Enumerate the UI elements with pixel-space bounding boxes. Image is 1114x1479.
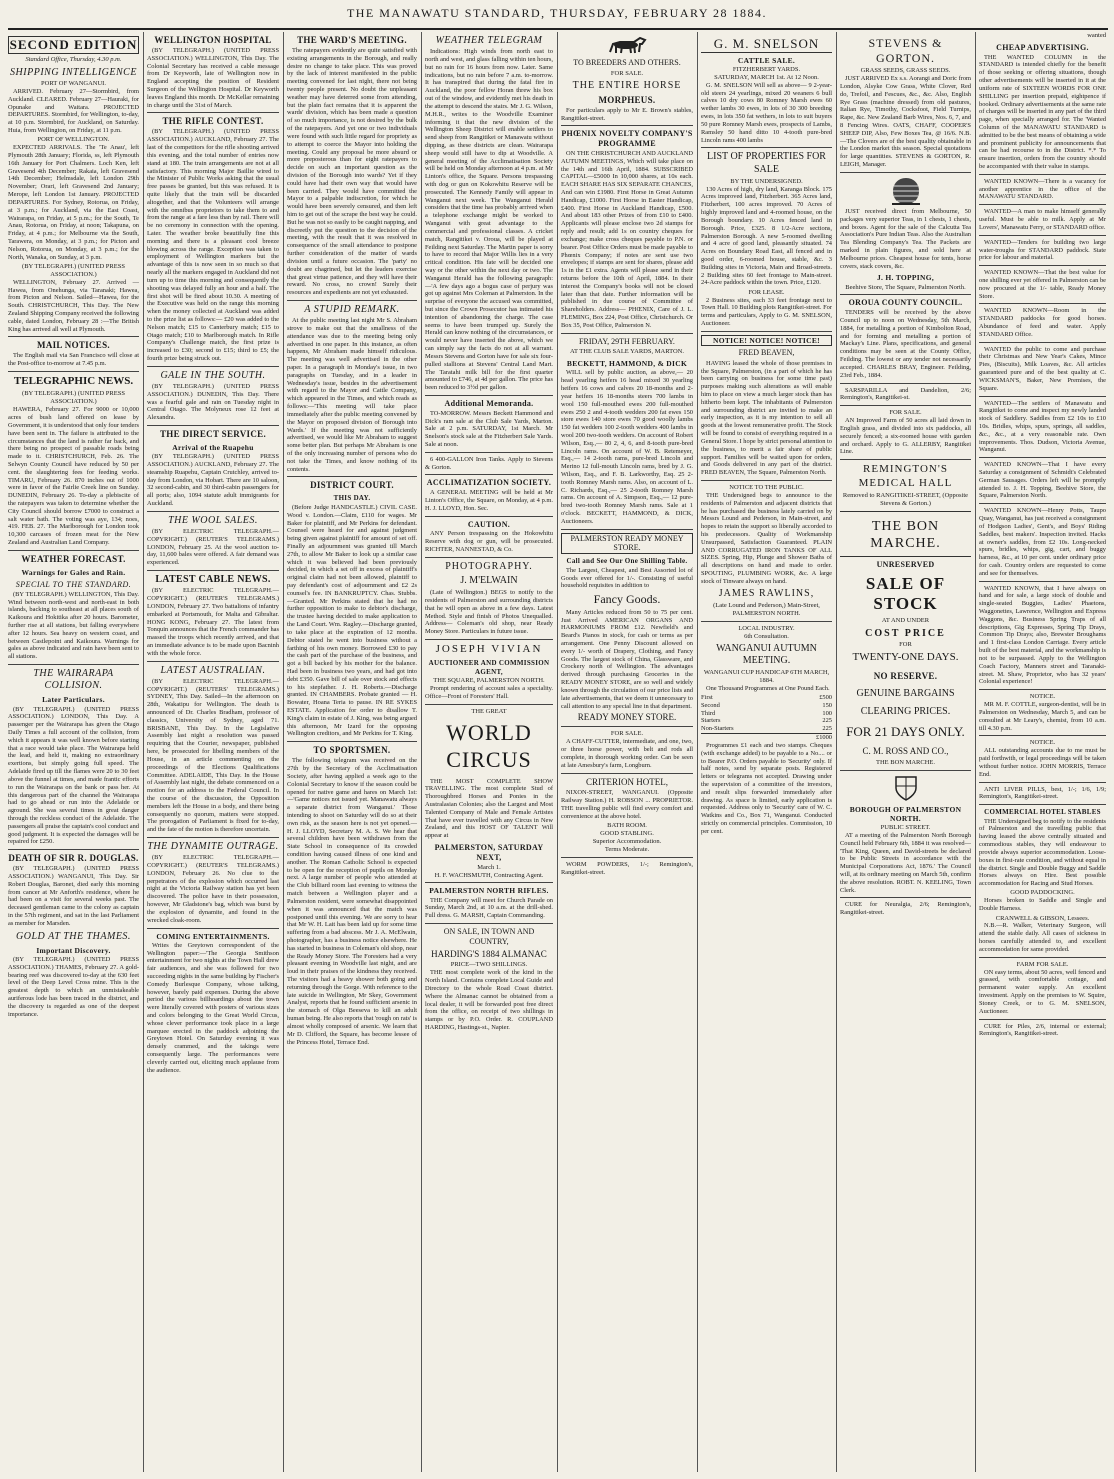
autumn-sub: WANGANUI CUP HANDICAP 6TH MARCH, 1884.	[703, 668, 830, 684]
prize-label: Third	[701, 709, 716, 717]
topping-addr: Beehive Store, The Square, Palmerston North.	[845, 283, 966, 291]
notice-head: NOTICE! NOTICE! NOTICE!	[701, 335, 832, 346]
consultation: 6th Consultation.	[744, 632, 789, 640]
friday-text: WILL sell by public auction, as above,— 20 head yearling heifers 16 head mixed 30 yearling heifers 16 cows and calves 20 18-months and 2-year heifers 16 18-months steers 700 lambs in wool 150 full-mouthed ewes 200 full-mouthed ewes 250 2 and 4-tooth wedders 200 fat ewes 150 store ewes 140 store ewes 70 good woolly lambs 150 fat wedders 100 2-tooth wedders 400 lambs in wool 200 two-tooth wedders. On account of Robert Wilson, Esq.,— 80 2, 4, 6, and 8-tooth pure-bred Lincoln rams. On account of W. B. Retemeyer, Esq.,— 14 2-tooth rams, pure-bred Lincoln and Merino 12 full-mouth Lincoln rams, bred by J. G. Wilson, Esq., and F. B. Larkworthy, Esq. 25 2-tooth Romney Marsh rams. Also, on account of L. C. Richards, Esq.,— 25 2-tooth Romney Marsh rams. On account of A. Simpson, Esq.,— 12 pure-bred two-tooth Romney Marsh rams. Sale at 1 o'clock. BECKETT, HAMMOND, & DICK, Auctioneers.	[561, 369, 693, 525]
breeders-head: TO BREEDERS AND OTHERS.	[573, 58, 681, 67]
prize-amount: 100	[822, 709, 832, 717]
port-wanganui: PORT OF WANGANUI.	[41, 79, 106, 87]
borough-text: AT a meeting of the Palmerston North Borough Council held February 6th, 1884 it was resolved— 'That King, Queen, and David-streets be declared to be Public Streets in accordance with the Municipal Corporations Act, 1876.' The Council will, at its ordinary meeting on March 5th, confirm the above resolution. ROBT. N. KEELING, Town Clerk.	[840, 831, 971, 894]
sale-head: ON SALE, IN TOWN AND COUNTRY,	[443, 927, 535, 946]
rawlins-name: JAMES RAWLINS,	[718, 587, 815, 599]
farm-text: AN Improved Farm of 50 acres all laid down in English grass, and divided into six paddocks, all securely fenced; a six-roomed house with garden and orchard. Apply to G. ALLERBY, Rangitikei Line.	[840, 417, 971, 456]
phoenix-text: ON THE CHRISTCHURCH AND AUCKLAND AUTUMN MEETINGS, Which will take place on the 14th and 16th April, 1884. SUBSCRIBED CAPITAL—£5000 In 10,000 shares, at 10s each. EACH SHARE HAS SIX SEPARATE CHANCES, And can win £1980. First Horse in Great Autumn Handicap, £1000. First Horse in Easter Handicap, £400. First Horse in Auckland Handicap, £500. And about 183 other Prizes of from £10 to £400. Applicants will please enclose two 2d stamps for reply and result; add 1s on country cheques for exchange; make cross cheques payable to P.N. or bearer. Post Office Orders must be made payable to Phœnix Company; if notes are sent use two envelopes; if stamps are sent for shares, please add 1s in the £1 extra. Agents will please send in their returns before the 10th of April, 1884. In their interest the Company's books will not be closed later than that date. Further information will be published in due course of Committee of Shareholders. Address— PHŒNIX, Care of J. L. FLEMING, Box 224, Post Office, Christchurch. Or Box 35, Post Office, Palmerston N.	[561, 149, 693, 329]
hospital-text: (BY TELEGRAPH.) (UNITED PRESS ASSOCIATION.) WELLINGTON, This Day. The Colonial Secretary has received a cable message from Dr Keyworth, late of Wellington now in England accepting the position of Resident Surgeon of the Wellington Hospital. Dr Keyworth leaves England this month. Dr McKellar remaining in charge until the 31st of March.	[147, 46, 279, 109]
beaven-text: HAVING leased the whole of those premises in the Square, Palmerston, (in a part of which he has been carrying on business for some time past) purposes making such alterations as will enable him to place on view a much larger stock than has hitherto been kept. The inhabitants of Palmerston and surrounding district are invited to make an early inspection, as it is my intention to sell all goods at the lowest remunerative profit. The Stock will be found to consist of everything required in a General Store. I hope by strict personal attention to the business, to merit a fair share of public support. Families will be waited upon for orders, and Goods delivered in any part of the district. FRED BEAVEN, The Square, Palmerston North.	[701, 359, 832, 477]
column-1	[8, 32, 139, 1472]
prize-table	[701, 694, 832, 733]
farm-text-8: ON easy terms, about 50 acres, well fenced and grassed, with comfortable cottage, and permanent water supply. An excellent investment. Apply on the premises to W. Squire, Stoney Creek, or to G. M. SNELSON, Auctioneer.	[979, 968, 1106, 1015]
dynamite-head: THE DYNAMITE OUTRAGE.	[147, 841, 279, 853]
office-line: Standard Office, Thursday, 4.30 p.m.	[25, 55, 122, 63]
stabling: GOOD STABLING.	[600, 830, 654, 838]
wanted-ads-list	[979, 174, 1106, 686]
caution-head: CAUTION.	[467, 519, 511, 529]
photo-name: J. M'ELWAIN	[460, 574, 518, 586]
breeders-forsale: FOR SALE.	[610, 69, 644, 77]
weather-telegram-text: Indications: High winds from north east to north and west, and glass falling within ten hours, but no rain for 16 hours from now. Later. Same indications, but no rain before 7 a.m. to-morrow. It has transpired that during the fatal fire in Auckland, the poor fellow Horan threw his box out of the window, and evidently met his death in the attempt to descend the stairs. Mr J. G. Wilson, M.H.R., writes to the Woodville Examiner informing it that the new division of the Wellington Sheep District will enable settlers to send sheep from Rangitikei or Manawatu without dipping, as these districts are clean. Wairarapa sheep would still have to dip at Woodville. A general meeting of the Acclimatisation Society will be held on Monday afternoon at 4 p.m. at Mr Linton's office, the Square. Persons trespassing with dog or gun on Kokowhitu Reserve will be prosecuted. The Kennedy Family will appear in Wanganui next week. The Wanganui Herald considers that the time has probably arrived when a telephone exchange might be worked to Wanganui with great advantage to the commercial and professional classes. A cricket match, Rangitikei v. Oroua, will be played at Feilding next Saturday. The Martin paper is sorry to have to record that Major Willis lies in a very critical condition. His fate will be decided one way or the other within the next day or two. The Wanganui Herald has the following paragraph:—'A few days ago a bogus case of perjury was got up against Mrs Coleman at Palmerston. In the surprise of everyone the accused was committed, but since the Crown Prosecutor has intimated his intention of abandoning the charge. The case seems to have been trumped up. Surely the Herald can know nothing of the circumstances, or would never have inserted the above, which we can simply say the facts do not at all warrant. Messrs Stevens and Gorton have for sale six four-pulled stallions at Stevens' Central Land Mart. The Taratahi milk bill for the first quarter amounted to £746, at 4d per gallon. The price has been reduced to 3½d per gallon.	[425, 48, 553, 392]
stupid-text: At the public meeting last night Mr S. Abraham strove to make out that the smallness of the attendance was due to the meeting being only advertised in one paper. In this instance, as often happens, Mr Abraham made himself ridiculous. The meeting was well advertised in the other paper. In a paragraph in Monday's issue, in two paragraphs on Tuesday, and in a leader in Wednesday's issue, besides in the advertisement with regard to the Mayor and Cattle Company, which appeared in the Times, and which reads as follows:—'This meeting will take place immediately after the public meeting convened by the Mayor on proposed division of Borough into Wards.' If the meeting was not sufficiently advertised, we would like Mr Abraham to suggest some better plan. But perhaps Mr Abraham is one of the only increasing number of persons who do not take the Times, and know nothing of its contents.	[287, 317, 417, 473]
wairarapa-sub: Later Particulars.	[42, 695, 105, 705]
sg-head: STEVENS & GORTON.	[868, 36, 943, 65]
telegraphic-head: TELEGRAPHIC NEWS.	[13, 375, 134, 387]
chaff-head: FOR SALE.	[610, 730, 644, 738]
remington-head: REMINGTON'S MEDICAL HALL	[858, 463, 953, 489]
rawlins-text: (Late Lound and Pederson,) Main-Street, PALMERSTON NORTH.	[713, 601, 820, 617]
column-rule	[283, 32, 284, 1472]
vivian-name: JOSEPH VIVIAN	[435, 643, 543, 655]
telegraphic-text: HAWERA, February 27. For 9000 or 10,000 acres of bush land offered on lease by Government, it is understood that only four tenders have been sent in. The failure is attributed to the circumstances that the land is rather far back, and there being no prospect of passable roads being made to it. CHRISTCHURCH, Feb. 26. The Selwyn County Council have reduced by 50 per cent. the slaughtering fees for feeding works. TIMARU, February 26. 870 inches out of 1000 were in favor of the Fairlie Creek line on Sunday. DUNEDIN, February 26. To-day a plebiscite of the ratepayers was taken to determine whether the City Council should borrow £7000 to construct a salt water bath. The voting was aye, 134; noes, 419. FEB. 27. The Marlborough for London took 10,300 carcases of frozen meat for the New Zealand and Australian Land Company.	[8, 406, 139, 547]
prize-row	[701, 710, 832, 718]
column-5	[561, 32, 693, 1472]
tanks-ad: 6 400-GALLON Iron Tanks. Apply to Stevens & Gorton.	[425, 455, 553, 471]
mail-head: MAIL NOTICES.	[37, 340, 110, 351]
vivian-role: AUCTIONEER AND COMMISSION AGENT,	[428, 659, 550, 676]
lease-head: FOR LEASE.	[748, 288, 785, 296]
hotel-head: COMMERCIAL HOTEL STABLES	[984, 808, 1101, 817]
clearing-prices: CLEARING PRICES.	[860, 705, 951, 717]
wool-text: (BY ELECTRIC TELEGRAPH.—COPYRIGHT.) (REUTER'S TELEGRAMS.) LONDON, February 25. At the wool auction to-day, 11,600 bales were offered. A fair demand was experienced.	[147, 528, 279, 567]
prize-label: First	[701, 694, 713, 702]
chaff-text: A CHAFF-CUTTER, intermediate, and one, two, or three horse power, with belt and rods all complete, in thorough working order. Can be seen at late Amesbury's farm, Longburn.	[561, 738, 693, 769]
hospital-head: WELLINGTON HOSPITAL	[154, 35, 272, 45]
wanted-ad: WANTED—The settlers of Manawatu and Rangitikei to come and inspect my newly landed stock of Saddlery. Saddles from £2 10s to £10 10s. Bridles, whips, spurs, springs, all saddles, &c., &c., at a very reasonable rate. Own improvements. Thos. Dudson, Victoria Avenue, Wanganui.	[979, 399, 1106, 454]
remington-text: Removed to RANGITIKEI-STREET, (Opposite Stevens & Gorton.)	[842, 491, 969, 507]
rms-head: PALMERSTON READY MONEY STORE.	[561, 533, 693, 555]
shipping-head: SHIPPING INTELLIGENCE	[10, 66, 137, 78]
memo-head: Additional Memoranda.	[444, 398, 534, 408]
sportsmen-text: The following telegram was received on the 27th by the Secretary of the Acclimatisation Society, after having applied a week ago to the Colonial Secretary to know if the season could be opened for native game and hares on March 1st:—'Game notices not issued yet. Manawatu always a separate district from Wanganui.' Those intending to shoot on Saturday will do so at their own risk, as the season here is not yet opened.—H. J. LLOYD, Secretary M. A. S. We hear that several children have been withdrawn from the State School in consequence of its crowded condition having caused illness of one kind and another. The Roman Catholic School is expected to be open for the reception of pupils on Monday next. A large number of people who attended at the Club billiard room last evening to witness the match between a Wellington player and a Palmerston resident, were somewhat disappointed when it was announced that the match was postponed until this evening. We are sorry to hear that Mr W. H. Lait has been laid up for some time suffering from a bad abscess. Mr J. A. McElwain, photographer, has a business notice elsewhere. He has started in business in Coleman's old shop, near the Ready Money Store. The Foresters had a very pleasant evening in Woodville last night, and are loud in their praises of the kindness they received. The visitors had a heavy shower both going and returning through the Gorge. With reference to the late suicide in Wellington, Mr Skey, Government Analyst, reports that he found sufficient arsenic in the stomach of Olga Beeseva to kill an adult human being. He also reports that 'rough on rats' is almost wholly composed of arsenic. We learn that Mr D. Clifford, the Square, has become lessee of the Princess Hotel, Terrace End.	[287, 757, 417, 1046]
prize-amount: 225	[822, 717, 832, 725]
borough-crest-icon	[891, 774, 921, 802]
coming-head: COMING ENTERTAINMENTS.	[156, 931, 270, 941]
good-paddocking: GOOD PADDOCKING.	[1010, 889, 1075, 897]
wanted-ad: WANTED—A man to make himself generally useful. Must be able to milk. Apply at Mr Lovers', Manawatu Ferry, or STANDARD office.	[979, 208, 1106, 231]
column-8	[979, 32, 1106, 1472]
direct-sub: Arrival of the Ruapehu	[172, 443, 254, 453]
circus-when: PALMERSTON, SATURDAY NEXT,	[434, 843, 544, 862]
wanted-ad: WANTED KNOWN—Henry Potts, Taupo Quay, Wanganui, has just received a consignment of Hodgson Ladies', Gent's, and Boys' Riding Saddles, best makers'. Inspection invited. Hacks at owner's saddles, from £2 10s. Long-necked spurs, bridles, whips, gig, cart, and buggy harness, &c., at 10 per cent. under ordinary price for cash. Country orders are requested to come and see for themselves.	[979, 507, 1106, 577]
borough-head: BOROUGH OF PALMERSTON NORTH.	[849, 804, 962, 823]
aus-head: LATEST AUSTRALIAN.	[160, 664, 266, 676]
prize-amount: £500	[819, 694, 832, 702]
autumn-text-2: Programmes £1 each and two stamps. Cheques (with exchange added) to be payable to a No.... or to Bearer P.O. Orders payable to 'Security' only. If half notes, send by separate posts. Registered letters or telegrams not accepted. Drawing under the supervision of a committee of the investors, and result slips forwarded immediately after drawing. As space is limited, early application is requested. Address only to 'Security' care of W. C. Watkins and Co., Box 71, Wanganui. Conducted strictly on commercial principles. Commission, 10 per cent.	[701, 741, 832, 835]
acclim-text: A GENERAL MEETING will be held at Mr Linton's Office, the Square, on Monday, at 4 p.m. H. J. LLOYD, Hon. Sec.	[425, 489, 553, 512]
notice2-head: NOTICE.	[1029, 739, 1056, 747]
wellington-text: EXPECTED ARRIVALS. The 'Te Anau', left Plymouth 28th January; Florida, ss, left Plymouth 16th January for Port Chalmers. Loch Ken, left Gravesend 4th December; Rakaia, left Gravesend 14th December; Helmsdale, left London 29th November; Orari, left Gravesend 2nd January; Merope, left London 1st January. PROJECTED DEPARTURES. For Sydney, Rotorua, on Friday, at 3 p.m.; for Auckland, via the East Coast, Wairarapa, on Friday, at 5 p.m.; for the South, Te Anau, Rotorua, on Friday, at noon; Takapuna, on Friday, at 4 p.m.; for Melbourne via the South, Tarawera, on Monday, at 3 p.m.; for Picton and Nelson, Rotorua, on Monday, at 3 p.m.; for the North, Wanaka, on Sunday, at 3 p.m.	[8, 144, 139, 261]
no-reserve: NO RESERVE.	[873, 670, 938, 681]
rms-sub: Call and See Our One Shilling Table.	[566, 557, 688, 566]
hotel-text: THE Undersigned beg to notify to the residents of Palmerston and the travelling public that having leased the above centrally situated and commodious stables, they will endeavour to provide always superior accommodation. Loose-boxes in first-rate condition, and without equal in the district. Single and Double Buggy and Saddle Horses always on Hire. Best possible accommodation for Racing and Stud Horses.	[979, 817, 1106, 888]
almanac-text: THE most complete work of the kind in the North Island. Contains complete Local Guide and Directory to the whole Road Coast district. Where the Almanac cannot be obtained from a local dealer, it will be forwarded post free direct from the office, on receipt of two shillings in stamps or by P.O. Order. R. COUPLAND HARDING, Hastings-st., Napier.	[425, 969, 553, 1032]
tele-by: (BY TELEGRAPH.) (UNITED PRESS ASSOCIATION.)	[22, 262, 125, 278]
masthead-rule	[8, 28, 1108, 30]
weather-special: SPECIAL TO THE STANDARD.	[15, 579, 132, 589]
horse-head: THE ENTIRE HORSE	[572, 79, 682, 91]
fancy-goods: Fancy Goods.	[593, 592, 661, 607]
cattle-date: SATURDAY, MARCH 1st. At 12 Noon.	[714, 73, 819, 81]
local-industry: LOCAL INDUSTRY.	[738, 624, 795, 632]
ross-name: C. M. ROSS AND CO.,	[862, 745, 949, 756]
friday-sub: AT THE CLUB SALE YARDS, MARTON.	[569, 348, 685, 356]
column-rule	[143, 32, 144, 1472]
column-rule	[697, 32, 698, 1472]
telegraphic-by: (BY TELEGRAPH.) (UNITED PRESS ASSOCIATION.)	[22, 390, 125, 406]
column-7	[840, 32, 971, 1472]
photo-head: PHOTOGRAPHY.	[445, 560, 533, 572]
weather-sub: Warnings for Gales and Rain.	[21, 567, 126, 577]
rms-foot: READY MONEY STORE.	[577, 712, 677, 723]
criterion-head: CRITERION HOTEL,	[586, 776, 668, 787]
cable-text: (BY ELECTRIC TELEGRAPH.—COPYRIGHT.) (REUTER'S TELEGRAMS.) LONDON, February 27. Two battalions of infantry embarked at Portsmouth, for Malta and Gibraltar. HONG KONG, February 27. The latest from Tonquin announces that the French commander has massed the troops which recently arrived, and that an immediate advance is to be made upon Bacninh with the whole force.	[147, 587, 279, 657]
for-21-days: FOR 21 DAYS ONLY.	[846, 723, 965, 739]
wards-text: The ratepayers evidently are quite satisfied with existing arrangements in the Borough, and really desire no change to take place. This was proved by the lack of interest manifested in the public meeting convened for last night, there not being twenty people present. No doubt the unpleasant weather may have deterred some from attending, but the plain fact remains that it is apparent the wards' division, which has been made a question of so much importance, is not desired by the bulk of the ratepayers. And yet one or two individuals were found with such little regard for propriety as to attempt to coerce the Mayor into holding the meeting. Could any proposal be more absurd or more preposterous than for eight ratepayers to decide on such an important question as the division of the Borough into wards? Yet if they could have had their own way that would have been carried. They would have committed the Mayor to a palpable indiscretion, for which he would have been severely censured, and then left him to get out of the scrape the best way he could. But he was not so easily to be caught napping, and discreetly put the question to the decision of the meeting, with the result that it was resolved in consequence of the small attendance to postpone further consideration of the matter of wards division until a future occasion. The 'party' no doubt are chagrined, but let the leaders exercise that great virtue patience, and they will have their reward. No cross, no crown! Surely their resources and expedients are not yet exhausted.	[287, 46, 417, 297]
prize-row	[701, 717, 832, 725]
cable-head: LATEST CABLE NEWS.	[155, 574, 271, 586]
cure-ad: CURE for Neuralgia, 2/6; Remington's, Rangitikei-street.	[840, 901, 971, 917]
prize-label: Starters	[701, 717, 721, 725]
column-rule	[975, 32, 976, 1472]
column-rule	[557, 32, 558, 1472]
rifle-text: (BY TELEGRAPH.) (UNITED PRESS ASSOCIATION.) AUCKLAND, February 27. The last of the competitors for the rifle shooting arrived this evening, and the total number of entries now stand at 180. The train arrangements are not at all satisfactory. This morning Major Baillie wired to the Minister of Public Works asking that the usual free passes be granted, but this was refused. It is quite likely that the train will be discarded altogether, and that the Volunteers will arrange with the omnibus proprietors to take them to and from the range at a fare less than by rail. There will be no ceremony in connection with the opening. Later. The weather broke beautifully fine this morning and there is a pleasant cool breeze blowing across the range. Exception was taken to employment of Wellington markers but the advantage of this is now seen in so much so that nearly all the markers engaged in Auckland did not turn up to time this morning and consequently the shooting was delayed fully an hour and a half. The first shot will be fired about 10.30. A meeting of the Executive was held on the range this morning when the money collected at Auckland was added to the prize list as follows:— £20 was added to the Nelson match; £15 to Canterbury match; £15 to Otago match; £10 to Marlborough match. In Rifle Company's Challenge match, the first prize is increased to £30; second to £15; third to £5; the fourth prize being struck out.	[147, 128, 279, 362]
almanac-head: HARDING'S 1884 ALMANAC	[431, 948, 547, 959]
prize-label: Non-Starters	[701, 725, 734, 733]
public-head: NOTICE TO THE PUBLIC.	[729, 483, 804, 491]
anti-liver-ad: ANTI LIVER PILLS, best, 1/-; 1/6, 1/9; Remington's, Rangitikei-street.	[979, 785, 1106, 801]
sportsmen-head: TO SPORTSMEN.	[313, 745, 391, 756]
caution-text: ANY Person trespassing on the Hokowhitu Reserve with dog or gun, will be prosecuted. RICHTER, NANNESTAD, & Co.	[425, 530, 553, 553]
port-wellington: PORT OF WELLINGTON.	[37, 136, 110, 144]
column-6	[701, 32, 832, 1472]
gold-sub: Important Discovery.	[36, 945, 111, 955]
cure-piles-ad: CURE for Piles, 2/6, internal or external; Remington's, Rangitikei-street.	[979, 1022, 1106, 1038]
snelson-text: G. M. SNELSON Will sell as above— 9 2-year-old steers 24 yearlings, mixed 20 weaners 6 bull calves 10 dry cows 80 Romney Marsh ewes 60 wether lambs 30 ewes, in lots of 30 300 breeding ewes, in lots 350 fat wethers, in lots to suit buyers 50 pure Romney Marsh ewes, prospects of Lambs, Ramsley 50 hand ditto 10 4-tooth pure-bred Lincoln rams 400 lambs	[701, 81, 832, 144]
direct-text: (BY TELEGRAPH.) (UNITED PRESS ASSOCIATION.) AUCKLAND, February 27. The steamship Ruapehu, Captain Crutchley, arrived to-day from London, via Hobart. There are 10 saloon, 32 second-cabin, and 30 third-cabin passengers for all ports; also, 1094 statute adult immigrants for Auckland.	[147, 453, 279, 508]
at-and-under: AT AND UNDER	[881, 617, 930, 625]
ross-sub: THE BON MARCHE.	[875, 758, 936, 766]
worm-ad: WORM POWDERS, 1/-; Remington's, Rangitikei-street.	[561, 860, 693, 876]
genuine-bargains: GENUINE BARGAINS	[856, 687, 955, 699]
gale-text: (BY TELEGRAPH.) (UNITED PRESS ASSOCIATION.) DUNEDIN, This Day. There was a fearful gale and rain on Tuesday night in Central Otago. The Molyneux rose 12 feet at Alexandra.	[147, 383, 279, 422]
wairarapa-head: THE WAIRARAPA COLLISION.	[33, 668, 114, 692]
photo-text: (Late of Wellington.) BEGS to notify to the residents of Palmerston and surrounding districts that he will open as above in a few days. Latest Method. Style and finish of Photos Unequalled. Address— Coleman's old shop, near Ready Money Store. Particulars in future issue.	[425, 589, 553, 636]
sale-of-stock: SALE OF STOCK	[865, 573, 946, 614]
friday-head: FRIDAY, 29TH FEBRUARY.	[579, 336, 675, 346]
prize-total: £1000	[701, 733, 832, 742]
rifle-head: THE RIFLE CONTEST.	[162, 116, 264, 127]
column-2	[147, 32, 279, 1472]
douglas-text: (BY TELEGRAPH.) (UNITED PRESS ASSOCIATION.) WANGANUI, This Day. Sir Robert Douglas, Baronet, died early this morning from cancer at Mr Anforth's residence, where he had been on a visit for several weeks past. The deceased gentleman came to the colony as captain in the 57th regiment, and sat in the last Parliament as member for Marsden.	[8, 865, 139, 927]
stupid-head: A STUPID REMARK.	[304, 303, 400, 315]
prize-amount: 150	[822, 701, 832, 709]
props-head: LIST OF PROPERTIES FOR SALE	[707, 151, 826, 175]
borough-sub: PUBLIC STREET.	[880, 824, 931, 831]
for-word: FOR	[899, 641, 912, 649]
vivian-addr: THE SQUARE, PALMERSTON NORTH.	[433, 677, 545, 685]
sg-sub: GRASS SEEDS, GRASS SEEDS.	[860, 67, 951, 75]
prize-row	[701, 702, 832, 710]
vivian-text: Prompt rendering of account sales a speciality. Office—Front of Foresters' Hall.	[425, 685, 553, 701]
autumn-text: One Thousand Programmes at One Pound Each.	[706, 684, 830, 692]
beehive-icon	[889, 176, 923, 206]
cattle-sale: CATTLE SALE.	[737, 55, 796, 65]
almanac-price: PRICE—TWO SHILLINGS.	[450, 961, 528, 969]
column-rule	[421, 32, 422, 1472]
gold-text: (BY TELEGRAPH.) (UNITED PRESS ASSOCIATION.) THAMES, February 27. A gold-bearing reef was discovered to-day at the 630 feet level of the Deep Level Cross mine. This is the greatest depth to which an unmistakeable auriferous lode has been traced in the district, and the discovery is regarded as one of the deepest importance.	[8, 955, 139, 1018]
cheap-text: THE WANTED COLUMN in the STANDARD is intended chiefly for the benefit of those seeking or offering situations, though other advertisements will be inserted in it at the uniform rate of SIXTEEN WORDS FOR ONE SHILLING per insertion prepaid, eightpence if booked. Ordinary advertisements at the same rate of charges will be inserted in any part of the third page, when specially arranged for. The 'Wanted Column of the MANAWATU STANDARD is admitted to be the best means of obtaining a wide and prominent publicity for announcements that can be had recourse to in the District. *.* To ensure insertion, orders from the country should be accompanied with their value in stamps.	[979, 53, 1106, 171]
fitzherbert-yards: FITZHERBERT YARDS.	[732, 66, 801, 73]
terms: Terms Moderate.	[604, 845, 650, 853]
shipping-text: ARRIVED. February 27—Stormbird, from Auckland. CLEARED. February 27—Hauraki, for Opunake and Waitara. PROJECTED DEPARTURES. Stormbird, for Wellington, to-day, at 10 p.m. Stormbird, for Auckland, on Saturday. Huia, from Wellington, on Friday, at 11 p.m.	[8, 87, 139, 134]
cranwell-text: N.B.—R. Walker, Veterinary Surgeon, will attend the stable daily. All cases of sickness in horses carefully attended to, and excellent accommodation for same provided.	[979, 922, 1106, 953]
bath-room: BATH ROOM.	[607, 822, 647, 830]
weather-text: (BY TELEGRAPH.) WELLINGTON, This Day. Wind between north-west and north-east in both islands, backing to southeast at all places south of Kaikoura and Hokitika after 20 hours. Barometer, further rise at all stations, but falling everywhere after 12 hours. Sea heavy on western coast, and between Castlepoint and Kaikoura. Warnings for gales as above indicated and rain have been sent to all stations.	[8, 590, 139, 661]
column-3	[287, 32, 417, 1472]
wanted-tag: wanted	[1087, 32, 1106, 39]
second-edition-title: SECOND EDITION	[9, 37, 138, 52]
snelson-head: G. M. SNELSON	[701, 36, 832, 53]
cheap-head: CHEAP ADVERTISING.	[996, 42, 1089, 52]
rifles-text: THE Company will meet for Church Parade on Sunday, March 2nd, at 10 a.m. at the drill-shed. Full dress. G. MARSH, Captain Commanding.	[425, 896, 553, 920]
superior: Superior Accommodation.	[592, 838, 662, 846]
douglas-head: DEATH OF SIR R. DOUGLAS.	[8, 853, 139, 864]
criterion-text: NIXON-STREET, WANGANUI. (Opposite Railway Station.) H. ROBSON ... PROPRIETOR. THE travelling public will find every comfort and convenience at the above hotel.	[561, 789, 693, 820]
prize-amount: 225	[822, 725, 832, 733]
farm-head: FOR SALE.	[889, 409, 922, 417]
horse-icon	[604, 34, 650, 56]
masthead: THE MANAWATU STANDARD, THURSDAY, FEBRUARY 28 1884.	[346, 6, 768, 20]
props-text: 130 Acres of high, dry land, Karanga Block. 175 Acres improved land, Fitzherbert. 365 Acres land, Fitzherbert, 100 acres improved. 70 Acres of highly improved land and 4-roomed house, on the Borough boundary. 10 Acres fenced land in Borough. Price, £325. 8 1/2-Acre sections, Palmerston Borough. A new 5-roomed dwelling and 4 acre of good land, pleasantly situated. 74 Acres on Boundary Road East, all fenced and in good order, 6-roomed house, stable, &c. 3 Building sites in Victoria, Main and Broad-streets. 2 Building sites 60 feet frontage to Main-street. 24-Acre paddock within the town. Price, £120.	[701, 185, 832, 287]
wairarapa-text: (BY TELEGRAPH.) (UNITED PRESS ASSOCIATION.) LONDON, This Day. A passenger per the Wairarapa has given the Otago Daily Times a full account of the collision, from which it appears it was well known before starting that a race would take place. The Wairarapa held the lead, and held it, making no extraordinary exertions, but simply going full speed. The Adelaide fired up till the flames were 20 to 30 feet above the funnel at times, and made frantic efforts to run the Wairarapa on the bank or pass her. At this dangerous part of the channel the Wairarapa had to go ahead or run into the Adelaide or aground. She was several times in great danger through the reckless conduct of the Adelaide. The passengers all praise the captain's cool conduct and good judgment. It is expected the damages will be repaired for £250.	[8, 705, 139, 846]
acclim-head: ACCLIMATIZATION SOCIETY.	[426, 478, 552, 488]
horse-name: MORPHEUS.	[598, 94, 656, 105]
mail-text: The English mail via San Francisco will close at the Post-office to-morrow at 7.45 p.m.	[8, 352, 139, 368]
sarsaparilla-ad: SARSPARILLA and Dandelion, 2/6; Remington's, Rangitikei-st.	[840, 386, 971, 402]
sg-text: JUST ARRIVED Ex s.s. Aorangi and Doric from London, Alsyke Cow Grass, White Clover, Red do, Trefoil, and Fescues, &c., &c. Also, English Rye Grass (machine dressed) from old pastures, Italian Rye, Timothy, Cocksfoot, Field Turnips, Rape, &c. New Zealand Barb Wires, Nos. 6, 7, and 8 Fencing Wires. OATS, CHAFF, COOPER'S SHEEP DIP, Also, Few Boxes Tea, @ 16/6. N.B.—The Clovers are of the best quality obtainable in the London market this season. Special quotations for large quantities. STEVENS & GORTON, R. LEIGH, Manager.	[840, 75, 971, 169]
district-text: (Before Judge HANDCASTLE.) CIVIL CASE. Wood v. London.—Claim, £110 for wages. Mr Baker for plaintiff, and Mr Perkins for defendant. Counsel were heard for and against judgment being given against plaintiff for amount of set off. Finally an adjournment was granted till March 27th, to allow Mr Baker to look up a similar case which it was believed had been previously decided, in which a set off in excess of plaintiff's original claim had not been allowed, plaintiff to pay defendant's cost of adjournment and £2 2s counsel's fee. IN BANKRUPTCY. Chas. Stubbs.—Granted. Mr Perkins stated that he had no further opposition to make to debtor's discharge, the trustee having decided to make application to the Land Court. Wm. Ragley.—Discharge granted, to take place at the expiration of 12 months. Debtor stated he went into business without a farthing of his own money. Borrowed £30 to pay the cash part of the purchase of the business, and got a bill backed by his mother for the balance. Had been in business two years, and had got into debt £350. Gave bill of sale over stock and effects to his stepfather. J. H. Roberts.—Discharge granted. IN CHAMBERS. Probate granted — H. Bowater, Hoana Teria to pause. IN RE SYKES ESTATE. Application for order to disallow T. King's claim in estate of J. King, was being argued this afternoon, Mr Izard for the opposing Wellington creditors, and Mr Perkins for T. King.	[287, 503, 417, 738]
oroua-text: TENDERS will be received by the above Council up to noon on Wednesday, 5th March, 1884, for metalling a portion of Kimbolton Road, and for forming and metalling a portion of Mackay's Line. Plans, specifications, and general conditions may be seen at the County Office, Feilding. The lowest or any tender not necessarily accepted. CHARLES BRAY, Engineer. Feilding, 23rd Feb., 1884.	[840, 309, 971, 379]
rms-text-2: Many Articles reduced from 50 to 75 per cent. Just Arrived AMERICAN ORGANS AND HARMONIUMS FROM £12. Newfield's and Beard's Pianos in stock, for cash or terms as per arrangement. One Penny Discount allowed on every 1/- worth of Drapery, Clothing, and Fancy Goods. The largest stock of China, Glassware, and Crockery north of Wellington. The advantages derived through purchasing Groceries in the READY MONEY STORE, are so well and widely known through the circulation of our price lists and late advertisements, that we deem it unnecessary to call attention to any special line in that department.	[561, 608, 693, 710]
wanted-ad: WANTED—Tenders for building two large water-troughs for STANDARD paddock. State price for labour and material.	[979, 238, 1106, 262]
notice-text: MR M. F. COTTLE, surgeon-dentist, will be in Palmerston on Wednesday, March 5, and can be consulted at Mr Leary's, chemist, from 10 a.m. till 4.30 p.m.	[979, 701, 1106, 732]
circus-pre: THE GREAT	[471, 708, 507, 716]
circus-head: WORLD CIRCUS	[446, 719, 532, 772]
circus-text: THE MOST COMPLETE SHOW TRAVELLING. The most complete Stud of Thoroughbred Horses and Ponies in the Australasian Colonies; also the Largest and Most Talented Company of Male and Female Artistes That have ever travelled with any Circus in New Zealand, and this HOST OF TALENT Will appear at	[425, 777, 553, 840]
topping-text: JUST received direct from Melbourne, 50 packages very superior Teas, in 1 chests, 1 chests, and boxes. Agent for the sale of the Calcutta Tea Association's Pure Indian Teas. Also the Australian Tea Blending Company's Tea. The Packets are marked in plain figures, and sold here at Melbourne prices. Cheapest house for tents, horse covers, stack covers, &c.	[840, 207, 971, 270]
cranwell-name: CRANWELL & GIBSON, Lessees.	[995, 914, 1090, 922]
circus-manager: H. F. WACHSMUTH, Contracting Agent.	[434, 871, 544, 879]
gold-head: GOLD AT THE THAMES.	[16, 930, 131, 942]
column-4	[425, 32, 553, 1472]
prize-row	[701, 694, 832, 702]
beaven-head: FRED BEAVEN,	[738, 348, 795, 358]
district-sub: THIS DAY.	[333, 494, 371, 503]
coming-text: Writes the Greytown correspondent of the Wellington paper:—'The Georgia Smithson entertainment for two nights at the Town Hall drew fair audiences, and she was followed for two succeeding nights in the same building by Fischer's Comedy Burlesque Company, whose talking, however, barely paid expenses. During the above period the various billhoardings about the town were literally covered with posters of various sizes and colors belonging to the Great World Circus, whose clever performance took place in a large marquee erected in the paddock adjoining the Greytown Hotel. On Saturday evening it was densely crammed, and the takings were consequently large. The performances were cleverly carried out, eliciting much applause from the audience.	[147, 941, 279, 1074]
wanted-ad: WANTED KNOWN—That I have every Saturday a consignment of Schmidt's Celebrated German Sausages. Orders left will be promptly attended to. J. H. Topping, Beehive Store, the Square, Palmerston North.	[979, 461, 1106, 500]
circus-date: March 1.	[477, 863, 501, 871]
topping-name: J. H. TOPPING,	[876, 273, 935, 283]
bon-marche-head: THE BON MARCHE.	[870, 518, 941, 551]
notice2-text: ALL outstanding accounts due to me must be paid forthwith, or legal proceedings will be taken without further notice. JOHN MORRIS, Terrace End.	[979, 747, 1106, 778]
public-text: THE Undersigned begs to announce to the residents of Palmerston and adjacent districts that he has purchased the business lately carried on by Messrs Lound and Pederson, in Main-street, and hopes to retain the support so liberally accorded to his predecessors. Quality of Workmanship Unsurpassed, Satisfaction Guaranteed. PLAIN AND CORRUGATED IRON TANKS OF ALL SIZES. Spring, Hip, Plunge and Shower Baths of all descriptions on hand and made to order. SPOUTING, PLUMBING WORK, &c. A large stock of Tinware always on hand.	[701, 491, 832, 585]
unreserved: UNRESERVED	[876, 559, 935, 569]
autumn-head: WANGANUI AUTUMN MEETING.	[716, 642, 817, 666]
wanted-ad: WANTED KNOWN, that I have always on hand and for sale, a large stock of double and single-seated Buggies, Ladies' Phaetons, Waggonettes, Lawrence, Wellington and Express Waggons, &c. Business Spring Traps of all descriptions, Gig Expresses, Spring Tip Drays, Common Tip Drays; also, Brewster Broughams and 1 first-class London Carriage. Every article built of the best material, and the workmanship is not to be surpassed. Apply to the Wellington Coach Factory, Manners street and Taranaki-street. M. Shaw, Proprietor, who has 32 years' Colonial experience!	[979, 584, 1106, 686]
prize-row	[701, 725, 832, 733]
direct-head: THE DIRECT SERVICE.	[160, 429, 266, 440]
props-sub: BY THE UNDERSIGNED.	[730, 177, 803, 185]
weather-forecast-head: WEATHER FORECAST.	[21, 553, 126, 564]
wanted-ad: WANTED KNOWN—That the best value for one shilling ever yet offered in Palmerston can be now procured at the 1/- table, Ready Money Store.	[979, 269, 1106, 300]
district-head: DISTRICT COURT.	[310, 480, 394, 491]
gale-head: GALE IN THE SOUTH.	[160, 369, 266, 381]
wanted-ad: WANTED KNOWN—There is a vacancy for another apprentice in the office of the MANAWATU STANDARD.	[979, 177, 1106, 201]
farm-head-8: FARM FOR SALE.	[1016, 960, 1069, 968]
column-rule	[836, 32, 837, 1472]
cost-price: COST PRICE	[865, 628, 946, 640]
memo-text: TO-MORROW. Messrs Beckett Hammond and Dick's ram sale at the Club Sale Yards, Marton. Sale at 2 p.m. SATURDAY, 1st March. Mr Snelson's stock sale at the Fitzherbert Sale Yards. Sale at noon.	[425, 409, 553, 448]
wool-head: THE WOOL SALES.	[168, 514, 258, 526]
rms-text: The Largest, Cheapest, and Best Assorted lot of Goods ever offered for 1/-. Consisting of useful household requisites in addition to	[561, 566, 693, 590]
dynamite-text: (BY ELECTRIC TELEGRAPH.—COPYRIGHT.) (REUTER'S TELEGRAMS.) LONDON, February 26. No clue to the perpetrators of the explosion which occurred last night at the Victoria Railway station has yet been discovered. The police have in their possession, however, Mr Gladstone's bag, which was burst by the explosion of dynamite, and found in the wrecked cloak-room.	[147, 854, 279, 924]
notice-head: NOTICE.	[1029, 693, 1056, 701]
twenty-one-days: TWENTY-ONE DAYS.	[852, 651, 959, 664]
friday-firm: BECKETT, HAMMOND, & DICK	[566, 359, 688, 369]
wanted-ad: WANTED KNOWN—Room in the STANDARD paddocks for good horses. Abundance of feed and water. Apply STANDARD Office.	[979, 307, 1106, 338]
tele-text: WELLINGTON, February 27. Arrived — Hawea, from Onehunga, via Taranaki; Hawea, from Picton and Nelson. Sailed—Hawea, for the South. CHRISTCHURCH, This Day. The New Zealand Shipping Company received the following cable, dated London, February 28 :—The British King has arrived all well at Plymouth.	[8, 278, 139, 333]
wards-head: THE WARD'S MEETING.	[297, 35, 407, 45]
broken-horses: Horses broken to Saddle and Single and Double Harness.	[979, 897, 1106, 913]
weather-telegram-head: WEATHER TELEGRAM	[435, 35, 543, 46]
horse-text: For particulars apply to Mr E. Brown's stables, Rangitikei-street.	[561, 106, 693, 122]
aus-text: (BY ELECTRIC TELEGRAPH.—COPYRIGHT.) (REUTERS' TELEGRAMS.) SYDNEY, This Day. Sailed—In the afternoon on 28th, Wakatipu for Wellington. The death is announced of Dr. Charles Bradham, professor of classics, University of Sydney, aged 71. BRISBANE, This Day. In the Legislative Assembly last night a resolution was passed requiring that the Courier, newspaper, published here, be prosecuted for libelling members of the House, in an article commenting on the proceedings of the Elections Qualifications Committee. ADELAIDE, This Day. In the House of Assembly last night, the debate commenced on a motion for an address to the Federal Council. In the course of the discussion, the Opposition members left the House in a body, and there being consequently no quorum, matters were stopped. The prorogation of Parliament is fixed for to-day, and the fate of the motion is therefore uncertain.	[147, 677, 279, 834]
rifles-head: PALMERSTON NORTH RIFLES.	[429, 886, 549, 896]
prize-label: Second	[701, 701, 720, 709]
lease-text: 2 Business sites, each 33 feet frontage next to Town Hall. 10 Building plots Rangitikei-street. For terms and particulars, Apply to G. M. SNELSON, Auctioneer.	[701, 296, 832, 328]
phoenix-head: PHŒNIX NOVELTY COMPANY'S PROGRAMME	[561, 129, 693, 149]
oroua-head: OROUA COUNTY COUNCIL.	[848, 298, 963, 308]
wanted-ad: WANTED the public to come and purchase their Christmas and New Year's Cakes, Mince Pies, (Biscuits), Milk Loaves, &c. All articles guaranteed pure and of the best quality at C. WICKSMAN'S, Baker, New Premises, the Square.	[979, 345, 1106, 392]
